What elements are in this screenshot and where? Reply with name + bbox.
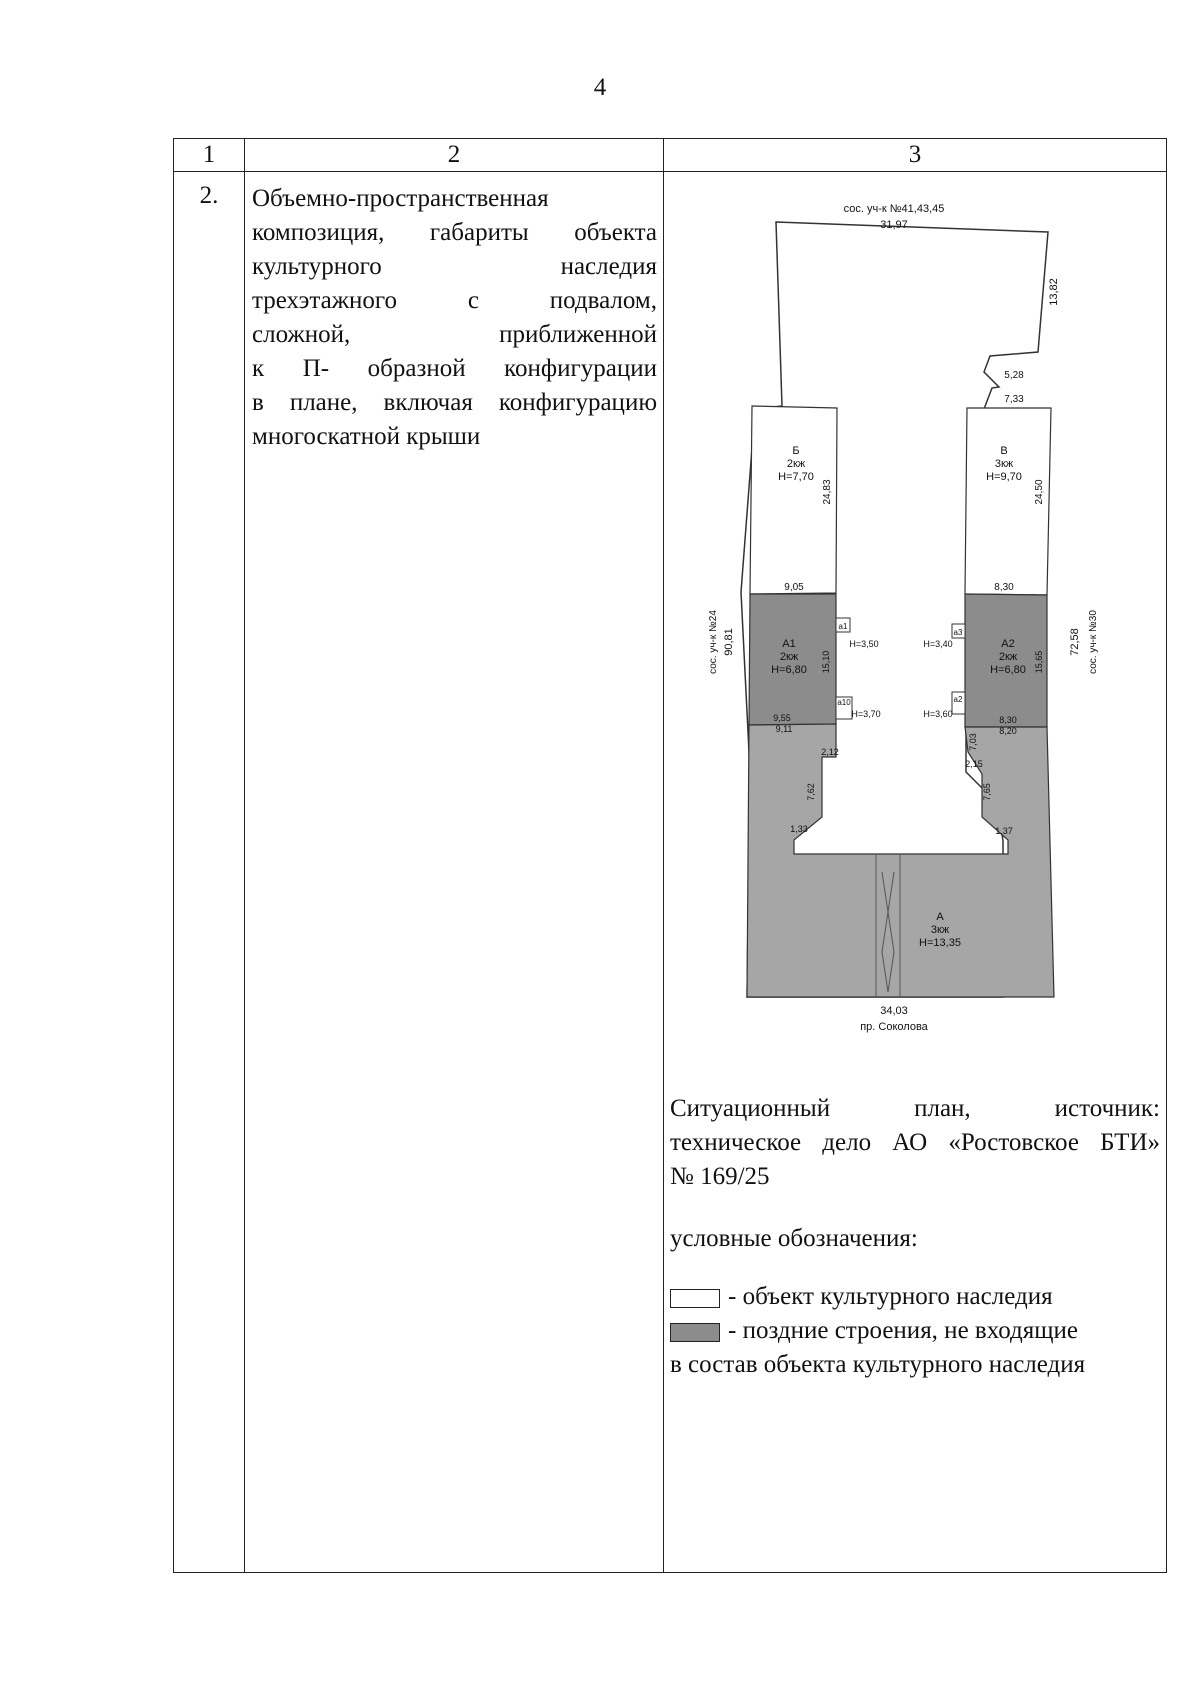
legend-label: - объект культурного наследия	[728, 1283, 1053, 1310]
caption-line: Ситуационный план, источник:	[670, 1095, 1160, 1122]
label-annex-a10-h: Н=3,70	[851, 709, 881, 719]
label-right-top-len: 13,82	[1048, 278, 1060, 306]
label-bldg-b-2: 2кж	[786, 458, 806, 470]
page-number: 4	[593, 74, 607, 101]
label-bottom-width: 34,03	[880, 1005, 908, 1017]
label-bldg-b-3: Н=7,70	[778, 471, 814, 483]
row-plan-cell	[664, 172, 1167, 1573]
legend-title: условные обозначения:	[670, 1225, 918, 1252]
label-bldg-a2-1: А2	[1001, 638, 1015, 650]
label-bldg-a-1: А	[936, 911, 944, 923]
label-left-neighbor: сос. уч-к №24	[708, 610, 719, 674]
heritage-table	[173, 138, 1167, 1573]
label-bldg-a1-width: 9,55	[773, 713, 791, 723]
label-bldg-a-2: 3кж	[930, 924, 950, 936]
label-bldg-b-1: Б	[792, 445, 800, 457]
description-line: к П- образной конфигурации	[252, 355, 657, 382]
label-bldg-a1-2: 2кж	[779, 651, 799, 663]
description-line: многоскатной крыши	[252, 423, 481, 450]
label-bldg-v-width: 8,30	[994, 582, 1014, 593]
situation-plan	[664, 172, 1166, 1092]
description-line: в плане, включая конфигурацию	[252, 389, 657, 416]
label-notch-2: 7,33	[1004, 394, 1024, 405]
label-dim-right-1: 8,20	[999, 726, 1017, 736]
header-col-3: 3	[664, 139, 1167, 172]
label-annex-a3-h: Н=3,40	[923, 639, 953, 649]
row-index: 2.	[174, 172, 245, 1573]
legend-label: - поздние строения, не входящие	[728, 1317, 1078, 1344]
label-top-width: 31,97	[880, 219, 908, 231]
label-bldg-a2-width: 8,30	[999, 715, 1017, 725]
header-col-1: 1	[174, 139, 245, 172]
legend-item-later	[670, 1314, 1160, 1348]
label-dim-left-3: 7,62	[806, 783, 816, 801]
legend-swatch-white	[670, 1289, 720, 1308]
label-bldg-v-3: Н=9,70	[986, 471, 1022, 483]
label-bldg-a1-1: А1	[782, 638, 796, 650]
label-dim-right-2: 7,03	[968, 733, 978, 751]
description-line: культурного наследия	[252, 253, 657, 280]
label-dim-left-4: 1,33	[790, 824, 808, 834]
table-header-row	[174, 139, 1167, 172]
label-bldg-b-width: 9,05	[784, 582, 804, 593]
description-line: сложной, приближенной	[252, 321, 657, 348]
label-annex-a1-h: Н=3,50	[849, 639, 879, 649]
site-plan-drawing	[664, 172, 1164, 1092]
label-annex-a3: а3	[953, 628, 963, 637]
description-line: композиция, габариты объекта	[252, 219, 657, 246]
label-bldg-a2-2: 2кж	[998, 651, 1018, 663]
label-top-neighbor: сос. уч-к №41,43,45	[843, 203, 945, 215]
plan-caption	[664, 1092, 1166, 1194]
label-bldg-b-len: 24,83	[822, 479, 833, 505]
label-dim-right-4: 7,65	[982, 783, 992, 801]
label-left-len: 90,81	[723, 628, 735, 656]
label-right-len: 72,58	[1069, 628, 1081, 656]
row-description	[245, 172, 664, 1573]
label-right-neighbor: сос. уч-к №30	[1088, 610, 1099, 674]
label-bldg-v-2: 3кж	[994, 458, 1014, 470]
label-annex-a2: а2	[953, 695, 963, 704]
legend-swatch-gray	[670, 1323, 720, 1342]
legend-continuation: в состав объекта культурного наследия	[670, 1351, 1086, 1378]
legend-item-heritage	[670, 1280, 1160, 1314]
label-bldg-v-1: В	[1000, 445, 1008, 457]
header-col-2: 2	[245, 139, 664, 172]
label-bldg-a-3: Н=13,35	[919, 937, 961, 949]
legend	[664, 1280, 1166, 1382]
caption-line: техническое дело АО «Ростовское БТИ»	[670, 1129, 1160, 1156]
description-line: Объемно-пространственная	[252, 185, 549, 212]
label-dim-left-1: 9,11	[775, 724, 793, 734]
label-bldg-a2-len: 15,65	[1034, 650, 1044, 674]
label-dim-right-3: 2,15	[965, 759, 983, 769]
caption-line: № 169/25	[670, 1163, 770, 1190]
label-bldg-a1-len: 15,10	[821, 650, 831, 674]
description-line: трехэтажного с подвалом,	[252, 287, 657, 314]
table-row	[174, 172, 1167, 1573]
label-bldg-v-len: 24,50	[1034, 479, 1045, 505]
label-dim-left-2: 2,12	[821, 747, 839, 757]
label-annex-a2-h: Н=3,60	[923, 709, 953, 719]
label-dim-right-5: 1,37	[995, 826, 1013, 836]
label-annex-a1: а1	[838, 622, 848, 631]
label-bldg-a2-3: Н=6,80	[990, 664, 1026, 676]
label-bldg-a1-3: Н=6,80	[771, 664, 807, 676]
label-notch-1: 5,28	[1004, 370, 1024, 381]
label-street: пр. Соколова	[860, 1021, 928, 1033]
label-annex-a10: а10	[837, 698, 851, 707]
